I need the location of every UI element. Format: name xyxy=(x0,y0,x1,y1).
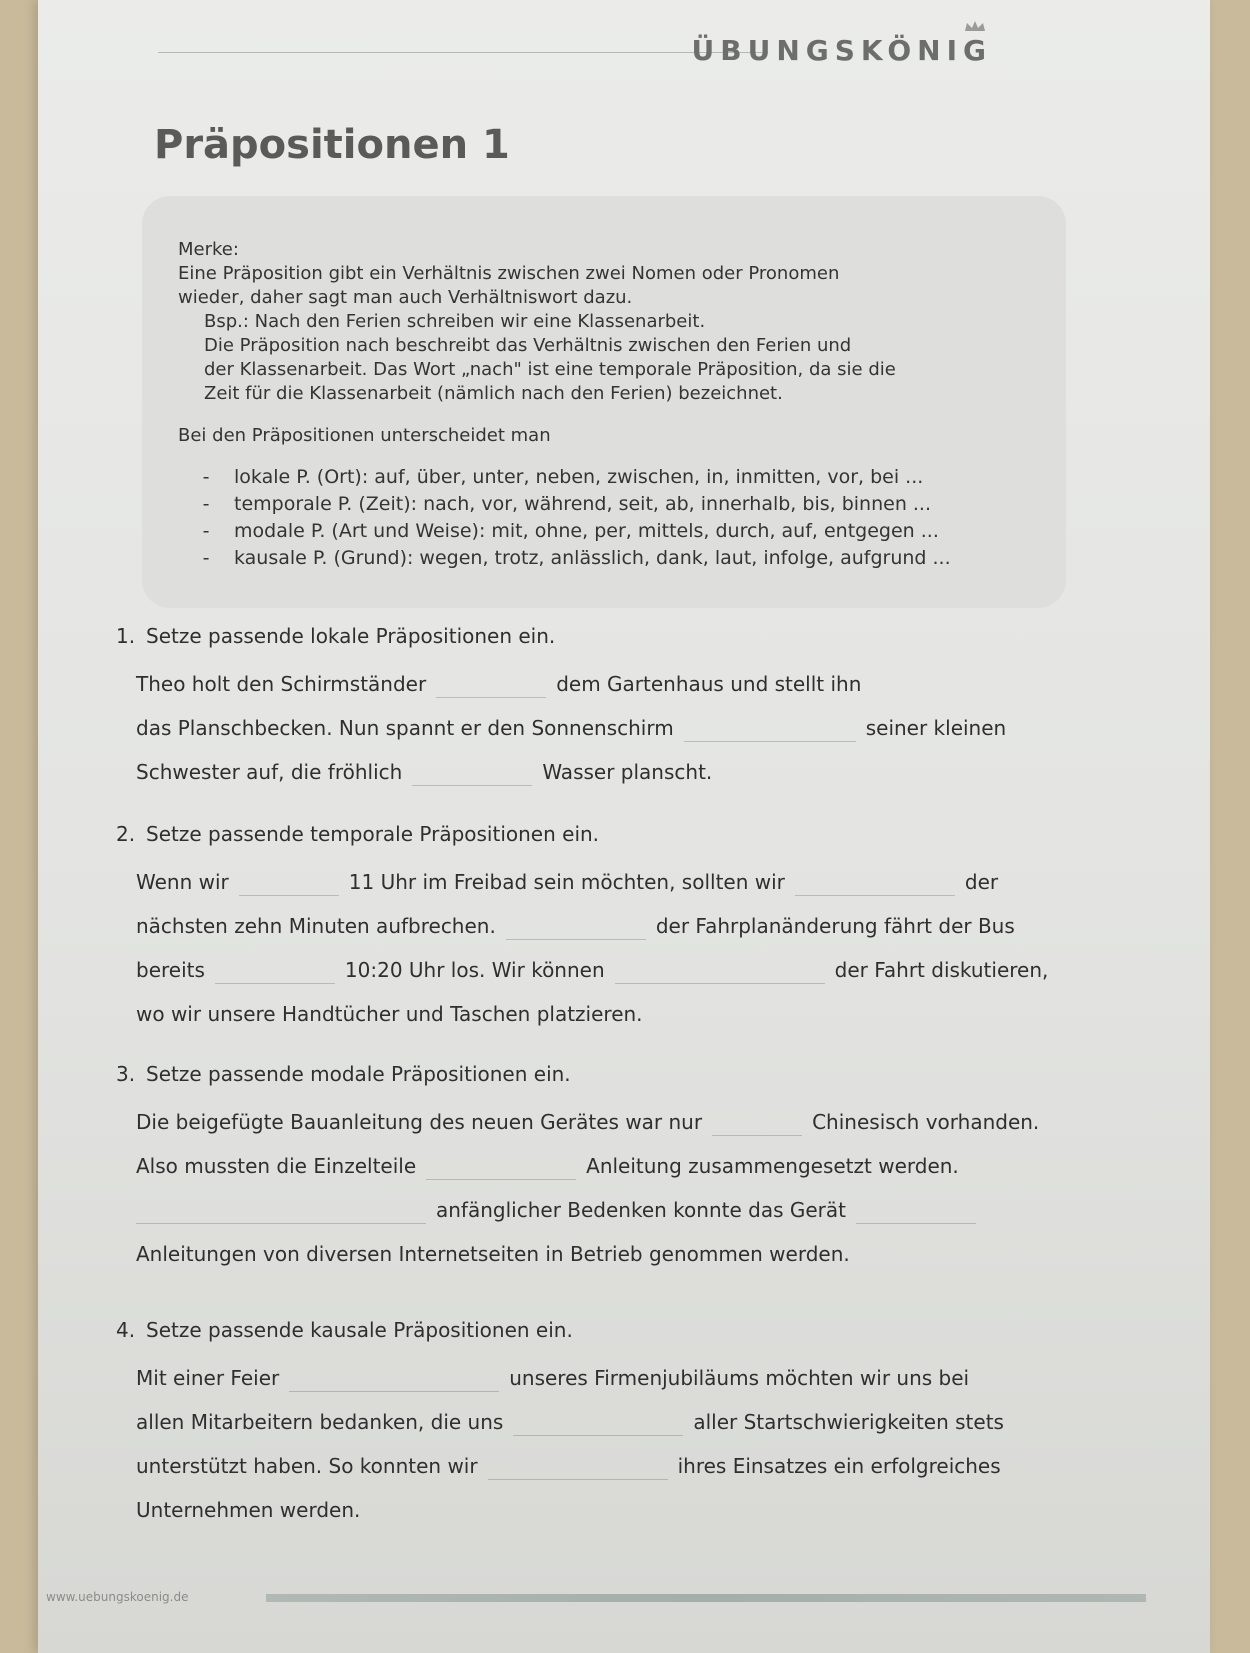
task-1-line-3: Schwester auf, die fröhlich Wasser planscht. xyxy=(136,760,713,784)
list-item: - kausale P. (Grund): wegen, trotz, anlässlich, dank, laut, infolge, aufgrund ... xyxy=(202,547,951,569)
task-4-line-4: Unternehmen werden. xyxy=(136,1498,361,1522)
answer-blank[interactable] xyxy=(488,1455,668,1480)
task-1-line-2: das Planschbecken. Nun spannt er den Sonnenschirm seiner kleinen xyxy=(136,716,1007,740)
footer-bar xyxy=(266,1594,1146,1602)
list-item: - temporale P. (Zeit): nach, vor, während, seit, ab, innerhalb, bis, binnen ... xyxy=(202,493,932,515)
merke-label: Merke: xyxy=(178,239,239,260)
answer-blank[interactable] xyxy=(615,959,825,984)
merke-explain-1: Die Präposition nach beschreibt das Verhältnis zwischen den Ferien und xyxy=(204,335,852,356)
merke-example: Bsp.: Nach den Ferien schreiben wir eine Klassenarbeit. xyxy=(204,311,706,332)
task-4-line-1: Mit einer Feier unseres Firmenjubiläums möchten wir uns bei xyxy=(136,1366,970,1390)
header-rule xyxy=(158,52,768,53)
task-3-line-1: Die beigefügte Bauanleitung des neuen Gerätes war nur Chinesisch vorhanden. xyxy=(136,1110,1040,1134)
answer-blank[interactable] xyxy=(712,1111,802,1136)
task-2-line-2: nächsten zehn Minuten aufbrechen. der Fahrplanänderung fährt der Bus xyxy=(136,914,1015,938)
task-1-title: 1. Setze passende lokale Präpositionen ein. xyxy=(116,624,556,648)
task-2-line-4: wo wir unsere Handtücher und Taschen platzieren. xyxy=(136,1002,643,1026)
task-1 xyxy=(116,624,1136,798)
task-4 xyxy=(116,1318,1136,1536)
answer-blank[interactable] xyxy=(289,1367,499,1392)
answer-blank[interactable] xyxy=(436,673,546,698)
merke-explain-2: der Klassenarbeit. Das Wort „nach" ist eine temporale Präposition, da sie die xyxy=(204,359,896,380)
answer-blank[interactable] xyxy=(136,1199,426,1224)
task-3-line-2: Also mussten die Einzelteile Anleitung zusammengesetzt werden. xyxy=(136,1154,959,1178)
task-1-line-1: Theo holt den Schirmständer dem Gartenhaus und stellt ihn xyxy=(136,672,862,696)
merke-intro: Bei den Präpositionen unterscheidet man xyxy=(178,425,551,446)
task-2 xyxy=(116,822,1136,1040)
answer-blank[interactable] xyxy=(215,959,335,984)
footer-url[interactable]: www.uebungskoenig.de xyxy=(46,1590,189,1604)
answer-blank[interactable] xyxy=(684,717,856,742)
page-title: Präpositionen 1 xyxy=(154,122,510,168)
task-3-line-4: Anleitungen von diversen Internetseiten in Betrieb genommen werden. xyxy=(136,1242,850,1266)
task-2-line-3: bereits 10:20 Uhr los. Wir können der Fahrt diskutieren, xyxy=(136,958,1049,982)
list-item: - lokale P. (Ort): auf, über, unter, neben, zwischen, in, inmitten, vor, bei ... xyxy=(202,466,924,488)
merke-explain-3: Zeit für die Klassenarbeit (nämlich nach den Ferien) bezeichnet. xyxy=(204,383,783,404)
answer-blank[interactable] xyxy=(506,915,646,940)
preposition-types-list xyxy=(178,464,1028,572)
list-item: - modale P. (Art und Weise): mit, ohne, per, mittels, durch, auf, entgegen ... xyxy=(202,520,939,542)
answer-blank[interactable] xyxy=(795,871,955,896)
crown-icon xyxy=(964,20,986,32)
task-4-title: 4. Setze passende kausale Präpositionen ein. xyxy=(116,1318,573,1342)
worksheet-page xyxy=(38,0,1210,1653)
task-3-title: 3. Setze passende modale Präpositionen ein. xyxy=(116,1062,571,1086)
task-4-line-3: unterstützt haben. So konnten wir ihres Einsatzes ein erfolgreiches xyxy=(136,1454,1001,1478)
merke-box xyxy=(142,196,1066,608)
task-2-line-1: Wenn wir 11 Uhr im Freibad sein möchten, sollten wir der xyxy=(136,870,999,894)
merke-line-1: Eine Präposition gibt ein Verhältnis zwischen zwei Nomen oder Pronomen xyxy=(178,263,840,284)
answer-blank[interactable] xyxy=(513,1411,683,1436)
task-4-line-2: allen Mitarbeitern bedanken, die uns aller Startschwierigkeiten stets xyxy=(136,1410,1004,1434)
task-3 xyxy=(116,1062,1136,1280)
answer-blank[interactable] xyxy=(856,1199,976,1224)
answer-blank[interactable] xyxy=(239,871,339,896)
task-2-title: 2. Setze passende temporale Präpositionen ein. xyxy=(116,822,600,846)
task-3-line-3: anfänglicher Bedenken konnte das Gerät xyxy=(136,1192,1136,1224)
merke-line-2: wieder, daher sagt man auch Verhältniswort dazu. xyxy=(178,287,633,308)
answer-blank[interactable] xyxy=(426,1155,576,1180)
merke-content xyxy=(178,238,1028,572)
answer-blank[interactable] xyxy=(412,761,532,786)
brand-logo: ÜBUNGSKÖNIG xyxy=(691,34,992,67)
